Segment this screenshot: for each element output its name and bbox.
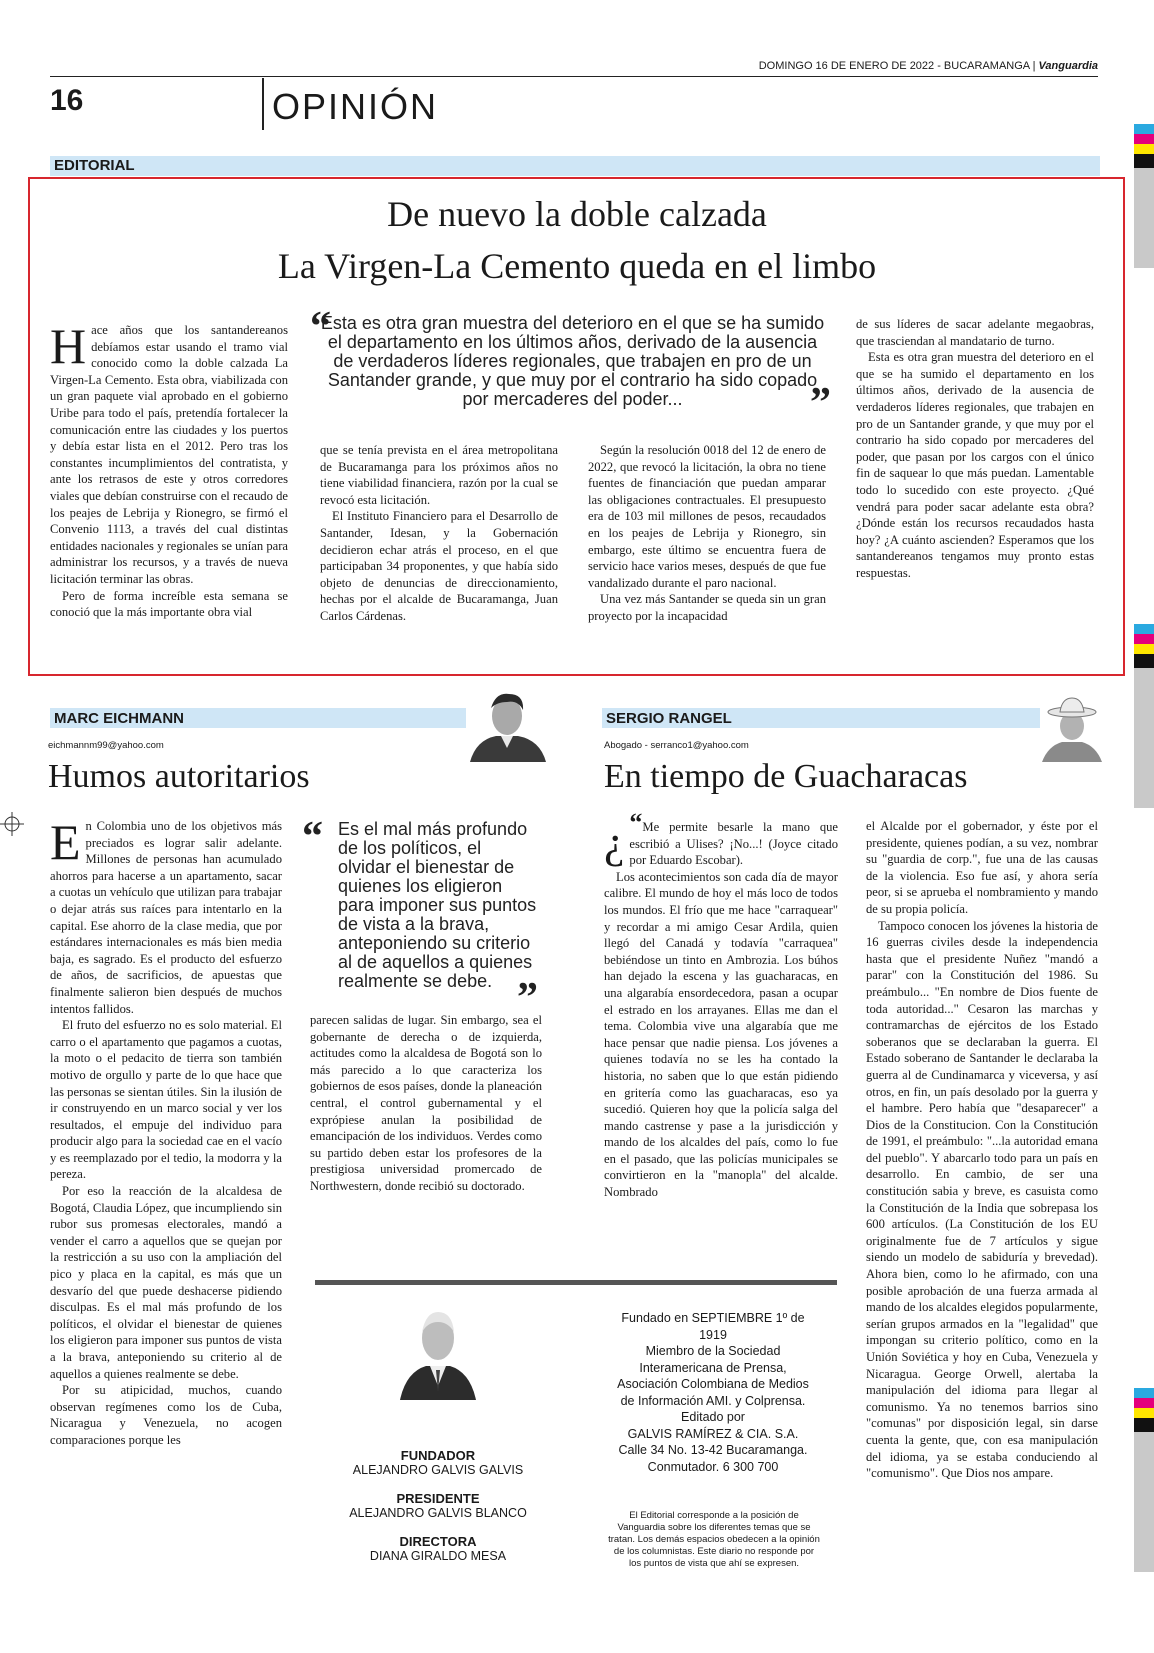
masthead-disclaimer: El Editorial corresponde a la posición de Vanguardia sobre los diferentes temas que se tratan. Los demás espacios obedecen a la opinión de los columnistas. Este diario no responde por los puntos de vista que ahí se expresen.: [608, 1510, 820, 1569]
masthead-info-line: GALVIS RAMÍREZ & CIA. S.A.: [627, 1426, 799, 1441]
color-bar-cyan: [1134, 1388, 1154, 1398]
brand-logo: Vanguardia: [1038, 60, 1098, 72]
color-bar-cyan: [1134, 624, 1154, 634]
column-right-text-2: [866, 818, 1098, 1482]
columnist-email: Abogado - serranco1@yahoo.com: [604, 740, 749, 751]
director-label: DIRECTORA: [399, 1534, 477, 1549]
paragraph: El Instituto Financiero para el Desarrollo de Santander, Idesan, y la Gobernación decidieron echar atrás el proceso, en el que participaban 34 proponentes, y que había sido objeto de denuncias de direccionamiento, hechas por el alcalde de Bucaramanga, Juan Carlos Cárdenas.: [320, 509, 558, 623]
editorial-label: EDITORIAL: [54, 157, 135, 174]
paragraph: Me permite besarle la mano que escribió a Ulises? ¡No...! (Joyce citado por Eduardo Escobar).: [629, 820, 838, 868]
color-bar-yellow: [1134, 644, 1154, 654]
editorial-pull-quote: [310, 304, 831, 426]
paragraph: n Colombia uno de los objetivos más preciados es lograr salir adelante. Millones de personas han acumulado ahorros para hacerse a un apartamento, sacar a cuotas un vehículo que utilizan para trabajar o dejar atrás sus raíces para intentarlo en la capital. Ese ahorro de la clase media, que por estándares internacionales es más bien media baja, es sagrado. Es el producto del esfuerzo de años, de sacrificios, de apuestas que finalmente salieron bien después de muchos intentos fallidos.: [50, 819, 282, 1016]
paragraph: parecen salidas de lugar. Sin embargo, sea el gobernante de derecha o de izquierda, actitudes como la alcaldesa de Bogotá son lo más parecido a lo que caracteriza los gobiernos de esos países, donde la planeación central, el control gubernamental y el exprópiese anulan la posibilidad de emancipación de los individuos. Verdes como su partido deben estar los profesores de la prestigiosa universidad promercado de Northwestern, donde recibió su doctorado.: [310, 1013, 542, 1193]
color-bar-gray: [1134, 668, 1154, 808]
paragraph: Según la resolución 0018 del 12 de enero de 2022, que revocó la licitación, la obra no tiene fuentes de financiación que puedan amparar las obligaciones contractuales. El presupuesto era de 103 mil millones de pesos, recaudados en los peajes de Lebrija y Rionegro, sin embargo, este último se encuentra fuera de servicio hace varios meses, después de que fue vandalizado durante el paro nacional.: [588, 443, 826, 590]
paragraph: Tampoco conocen los jóvenes la historia de 16 guerras civiles desde la independencia hasta que el presidente Nuñez "mandó a parar" con la Constitución del 1986. Su preámbulo... "En nombre de Dios fuente de toda autoridad..." Cesaron las marchas y contramarchas de ejércitos de los Estado soberanos que se declaraban la guerra. El Estado soberano de Santander le declaraba la guerra al de Cundinamarca y viceversa, y así otros, en fin, un país desolado por la guerra y el hambre. Pero había que "desaparecer" a Dios de la Constitucion. Con la Constitución de 1991, el preámbulo: "...la autoridad emana del pueblo". Y abarcarlo todo para un país en desarrollo. En cambio, de ser una constitución sabia y breve, es casuista como la Constitución de la India que sobrepasa los 600 artículos. (La Constitución de los EU originalmente fue de 7 artículos y sigue siendo un modelo de sabiduría y brevedad). Ahora bien, como lo he afirmado, con una posible aprobación de una fuerza armada al mando de los alcaldes elegidos popularmente, serían grupos armados en la "legalidad" que impongan su criterio político, como en la Unión Soviética y hoy en Cuba, Venezuela y Nicaragua. George Orwell, alertaba la manipulación del idioma para llegar al comunismo. Ya no tenemos barrios sino "comunas" por disposición legal, sin darse cuenta la gente, que, con esa manipulación del idioma, ya se estaba conduciendo al "comunismo". Que Dios nos ampare.: [866, 918, 1098, 1481]
columnist-photo: [1040, 690, 1104, 762]
paragraph: Pero de forma increíble esta semana se conoció que la más importante obra vial: [50, 588, 288, 620]
pull-quote-text: Esta es otra gran muestra del deterioro en el que se ha sumido el departamento en los últimos años, derivado de la ausencia de verdaderos líderes regionales, que trabajen en pro de un Santander grande, y que muy por el contrario ha sido copado por mercaderes del poder...: [320, 313, 825, 409]
column-headline: Humos autoritarios: [48, 758, 310, 795]
paragraph: Por su atipicidad, muchos, cuando observan regímenes como los de Cuba, Nicaragua y Venezuela, no acogen comparaciones porque les: [50, 1383, 282, 1447]
open-quote-icon: “: [302, 814, 323, 860]
editorial-headline-line2: La Virgen-La Cemento queda en el limbo: [277, 246, 877, 286]
section-divider: [262, 78, 264, 130]
masthead-rule: [315, 1280, 837, 1285]
columnist-name: MARC EICHMANN: [54, 710, 184, 727]
color-bar-magenta: [1134, 634, 1154, 644]
drop-cap: H: [50, 318, 87, 374]
pull-quote-text: Es el mal más profundo de los políticos, el olvidar el bienestar de quienes los eligieron para imponer sus puntos de vista a la brava, anteponiendo su criterio al de aquellos a quienes realmente se debe.: [338, 819, 537, 991]
editorial-column-1: [50, 318, 288, 621]
color-bar-cyan: [1134, 124, 1154, 134]
color-bar-magenta: [1134, 134, 1154, 144]
masthead-info-line: Miembro de la Sociedad: [645, 1344, 781, 1358]
column-headline: En tiempo de Guacharacas: [604, 758, 968, 795]
paragraph: El fruto del esfuerzo no es solo material. El carro o el apartamento que pagamos a cuotas, la moto o el pedacito de tierra son también motivo de orgullo y parte de lo que hace que las personas se sientan útiles. Sin la ilusión de ir construyendo en un marco social y ver los resultados, el empuje del individuo para producir algo para la sociedad cae en el vacío y es reemplazado por el tedio, la modorra y la pereza.: [50, 1018, 282, 1182]
color-bar-gray: [1134, 168, 1154, 268]
drop-cap: E: [50, 814, 81, 870]
masthead-info-line: Fundado en SEPTIEMBRE 1º de 1919: [621, 1311, 805, 1342]
paragraph: Los acontecimientos son cada día de mayor calibre. El mundo de hoy el más loco de todos los mundos. El frío que me hace "carraquear" y recordar a mi amigo Cesar Ardila, quien llegó del Canadá y todavía "carraquea" bebiéndose un tinto en Ambrozia. Los búhos han dejado la escena y las guacharacas, en una algarabía ensordecedora, pasan a ocupar el estrado en los arrayanes. Ellas me dan el tema. Colombia vive una algarabía que me hace pensar que nadie piensa. Los jóvenes a quienes todavía no se les ha contado la historia, no saben que lo que están pidiendo en gritería como las guacharacas, eso ya sucedió. Quieren hoy que la policía salga del mando castrense y pase a la jurisdicción y mando de los alcaldes del país, como lo fue en el pasado, que las policías municipales se convirtieron en la "manopla" del alcalde. Nombrado: [604, 869, 838, 1200]
masthead-info-line: de Información AMI. y Colprensa.: [620, 1393, 806, 1408]
open-quote-icon: “: [629, 808, 643, 837]
paragraph: Por eso la reacción de la alcaldesa de Bogotá, Claudia López, que incumpliendo sin rubor sus promesas electorales, mandó a vender el carro a aquellos que se quejan por la restricción a su uso con la ampliación del pico y placa en la capital, es más que un desvarío del que puede deshacerse pidiendo disculpas. Es el mal más profundo de los políticos, el olvidar el bienestar de quienes los eligieron para imponer sus puntos de vista a la brava, anteponiendo su criterio al de aquellos a quienes realmente se debe.: [50, 1184, 282, 1381]
founder-portrait: [400, 1300, 476, 1400]
editorial-column-3: [588, 442, 826, 625]
color-bar-yellow: [1134, 144, 1154, 154]
editorial-column-2: [320, 442, 558, 625]
color-bar-black: [1134, 154, 1154, 168]
dateline: DOMINGO 16 DE ENERO DE 2022 - BUCARAMANGA | Vanguardia: [758, 60, 1098, 72]
color-bar-yellow: [1134, 1408, 1154, 1418]
close-quote-icon: ”: [810, 380, 831, 426]
masthead-staff: [330, 1448, 546, 1563]
columnist-email: eichmannm99@yahoo.com: [48, 740, 164, 751]
columnist-name: SERGIO RANGEL: [606, 710, 732, 727]
color-bar-gray: [1134, 1432, 1154, 1572]
paragraph: Una vez más Santander se queda sin un gran proyecto por la incapacidad: [588, 592, 826, 623]
color-bar-black: [1134, 654, 1154, 668]
masthead-info-line: Asociación Colombiana de Medios: [617, 1377, 809, 1391]
paragraph: el Alcalde por el gobernador, y éste por el presidente, quienes podían, a su vez, nombrar su "guardia de corp.", fue una de las causas de la violencia. Eso fue así, y ahora sería peor, si se aprueba el nombramiento y mando de su propia policía.: [866, 819, 1098, 916]
paragraph: de sus líderes de sacar adelante megaobras, que trasciendan al mandatario de turno.: [856, 317, 1094, 348]
masthead-info-line: Conmutador. 6 300 700: [647, 1459, 779, 1474]
page-number: 16: [50, 84, 84, 117]
drop-cap: ¿: [604, 816, 625, 867]
paragraph: que se tenía prevista en el área metropolitana de Bucaramanga para los próximos años no tiene viabilidad financiera, razón por la cual se revocó esta licitación.: [320, 443, 558, 507]
color-bar-magenta: [1134, 1398, 1154, 1408]
paragraph: Esta es otra gran muestra del deterioro en el que se ha sumido el departamento en los últimos años, derivado de la ausencia de verdaderos líderes regionales, que trabajen en pro de un Santander grande, y que muy por el contrario ha sido copado por mercaderes del poder, que pasan por los cargos con el único fin de saquear lo que más puedan. Lamentable todo lo sucedido con este proyecto. ¿Qué vendrá para poder sacar adelante esta obra? ¿Dónde están los recursos recaudados hasta hoy? ¿A cuánto ascienden? Esperamos que los santandereanos tengamos muy pronto estas respuestas.: [856, 350, 1094, 580]
editorial-label-bar: [50, 156, 1100, 176]
section-title: OPINIÓN: [272, 86, 439, 127]
columnist-photo: [466, 686, 548, 762]
masthead-info: [606, 1310, 820, 1475]
close-quote-icon: ”: [517, 975, 538, 1021]
president-label: PRESIDENTE: [396, 1491, 480, 1506]
masthead-info-line: Editado por: [681, 1410, 745, 1424]
registration-mark-icon: [0, 812, 24, 836]
founder-name: ALEJANDRO GALVIS GALVIS: [352, 1463, 524, 1477]
open-quote-icon: “: [310, 304, 331, 350]
masthead-info-line: Interamericana de Prensa,: [639, 1360, 787, 1375]
column-left-pull-quote: [302, 814, 538, 1021]
column-right-text-1: [604, 808, 838, 1201]
top-rule: [50, 76, 1098, 77]
president-name: ALEJANDRO GALVIS BLANCO: [349, 1506, 527, 1520]
editorial-headline-line1: De nuevo la doble calzada: [387, 194, 767, 234]
editorial-headline: [30, 188, 1124, 292]
founder-label: FUNDADOR: [400, 1448, 476, 1463]
editorial-column-4: [856, 316, 1094, 582]
paragraph: ace años que los santandereanos debíamos estar usando el tramo vial conocido como la doble calzada La Virgen-La Cemento. Esta obra, viabilizada con un gran paquete vial aprobado en el gobierno Uribe para todo el país, pretendía fortalecer la comunicación entre las ciudades y los puertos y debía estar lista en el 2012. Pero tras los constantes incumplimientos del contratista, y ante los retrasos de este y otros corredores viales que debían construirse con el recaudo de los peajes de Lebrija y Rionegro, se firmó el Convenio 1113, a través del cual distintas entidades nacionales y regionales se unían para administrar los recursos, y a través de nueva licitación terminar las obras.: [50, 323, 288, 586]
column-left-text-1: [50, 814, 282, 1449]
column-left-text-2: [310, 1012, 542, 1195]
director-name: DIANA GIRALDO MESA: [369, 1549, 507, 1563]
masthead-info-line: Calle 34 No. 13-42 Bucaramanga.: [618, 1443, 808, 1457]
color-bar-black: [1134, 1418, 1154, 1432]
